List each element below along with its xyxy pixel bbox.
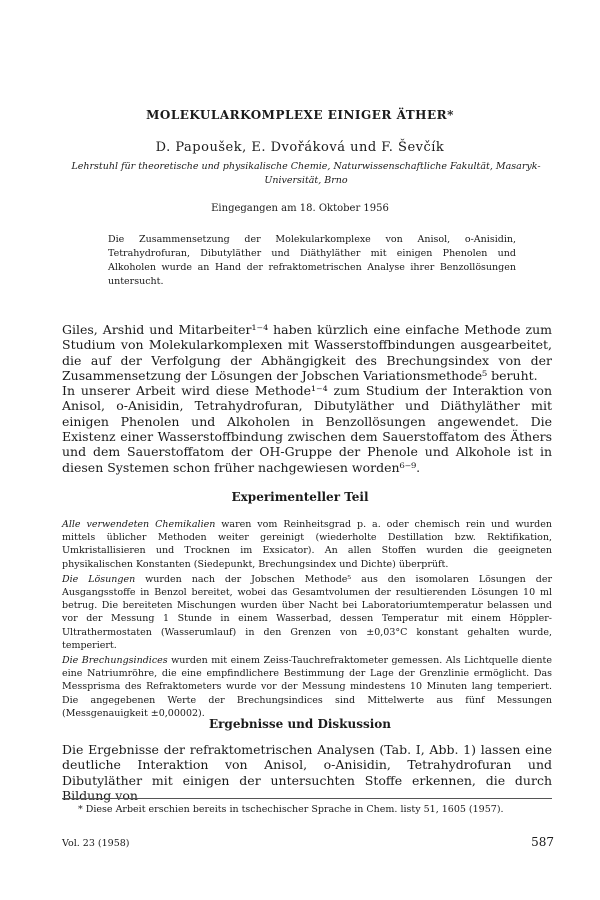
- footnote: * Diese Arbeit erschien bereits in tschechischer Sprache in Chem. listy 51, 1605 (1957).: [78, 804, 504, 815]
- abstract: Die Zusammensetzung der Molekularkomplexe von Anisol, o-Anisidin, Tetrahydrofuran, Dibutyläther und Diäthyläther mit einigen Phenolen und Alkoholen wurde an Hand der refraktometrischen Analyse ihrer Benzollösungen untersucht.: [108, 234, 516, 287]
- received-date: Eingegangen am 18. Oktober 1956: [211, 203, 389, 214]
- paragraph-lead: Die Lösungen: [62, 573, 136, 585]
- article-affiliation: Lehrstuhl für theoretische und physikalische Chemie, Naturwissenschaftliche Fakultät, Masaryk-Universität, Brno: [71, 161, 541, 186]
- experimental-paragraph-3: [62, 654, 552, 720]
- introduction: [62, 322, 552, 475]
- results-paragraph: Die Ergebnisse der refraktometrischen Analysen (Tab. I, Abb. 1) lassen eine deutliche Interaktion von Anisol, o-Anisidin, Tetrahydrofuran und Dibutyläther mit einigen der untersuchten Stoffe erkennen, die durch Bildung von: [62, 742, 552, 803]
- article-title: MOLEKULARKOMPLEXE EINIGER ÄTHER*: [146, 108, 454, 122]
- paragraph-lead: Die Brechungsindices: [62, 655, 168, 667]
- intro-paragraph-1: Giles, Arshid und Mitarbeiter¹⁻⁴ haben kürzlich eine einfache Methode zum Studium von Molekularkomplexen mit Wasserstoffbindungen ausgearbeitet, die auf der Verfolgung der Abhängigkeit des Brechungsindex von der Zusammensetzung der Lösungen der Jobschen Variationsmethode⁵ beruht.: [62, 322, 552, 383]
- experimental-section: [62, 518, 552, 722]
- intro-paragraph-2: In unserer Arbeit wird diese Methode¹⁻⁴ zum Studium der Interaktion von Anisol, o-Anisidin, Tetrahydrofuran, Dibutyläther und Diäthyläther mit einigen Phenolen und Alkoholen in Benzollösungen angewendet. Die Existenz einer Wasserstoffbindung zwischen dem Sauerstoffatom des Äthers und dem Sauerstoffatom der OH-Gruppe der Phenole und Alkohole ist in diesen Systemen schon früher nachgewiesen worden⁶⁻⁹.: [62, 383, 552, 475]
- experimental-paragraph-1: [62, 518, 552, 571]
- article-authors: D. Papoušek, E. Dvořáková und F. Ševčík: [155, 140, 445, 155]
- volume-label: Vol. 23 (1958): [62, 838, 130, 849]
- paragraph-lead: Alle verwendeten Chemikalien: [62, 519, 216, 530]
- paragraph-body: wurden nach der Jobschen Methode⁵ aus den isomolaren Lösungen der Ausgangsstoffe in Benzol bereitet, wobei das Gesamtvolumen der resultierenden Lösungen 10 ml betrug. Die bereiteten Mischungen wurden über Nacht bei Laboratoriumtemperatur belassen und vor der Messung 1 Stunde in einem Wasserbad, dessen Temperatur mit einem Höppler-Ultrathermostaten (Wasserumlauf) in den Grenzen von ±0,03°C konstant gehalten wurde, temperiert.: [62, 573, 552, 651]
- paragraph-body: wurden mit einem Zeiss-Tauchrefraktometer gemessen. Als Lichtquelle diente eine Natriumröhre, die eine empfindlichere Bestimmung der Lage der Grenzlinie ermöglicht. Das Messprisma des Refraktometers wurde vor der Messung mindestens 10 Minuten lang temperiert. Die angegebenen Werte der Brechungsindices sind Mittelwerte aus fünf Messungen (Messgenauigkeit ±0,00002).: [62, 655, 552, 719]
- footnote-divider: [62, 798, 552, 799]
- paragraph-body: waren vom Reinheitsgrad p. a. oder chemisch rein und wurden mittels üblicher Methoden weiter gereinigt (wiederholte Destillation bzw. Rektifikation, Umkristallisieren und Trocknen im Exsicator). An allen Stoffen wurden die geeigneten physikalischen Konstanten (Siedepunkt, Brechungsindex und Dichte) überprüft.: [62, 519, 552, 570]
- experimental-paragraph-2: [62, 573, 552, 652]
- results-heading: Ergebnisse und Diskussion: [208, 717, 392, 731]
- experimental-heading: Experimenteller Teil: [231, 490, 369, 504]
- page-number: 587: [531, 835, 554, 849]
